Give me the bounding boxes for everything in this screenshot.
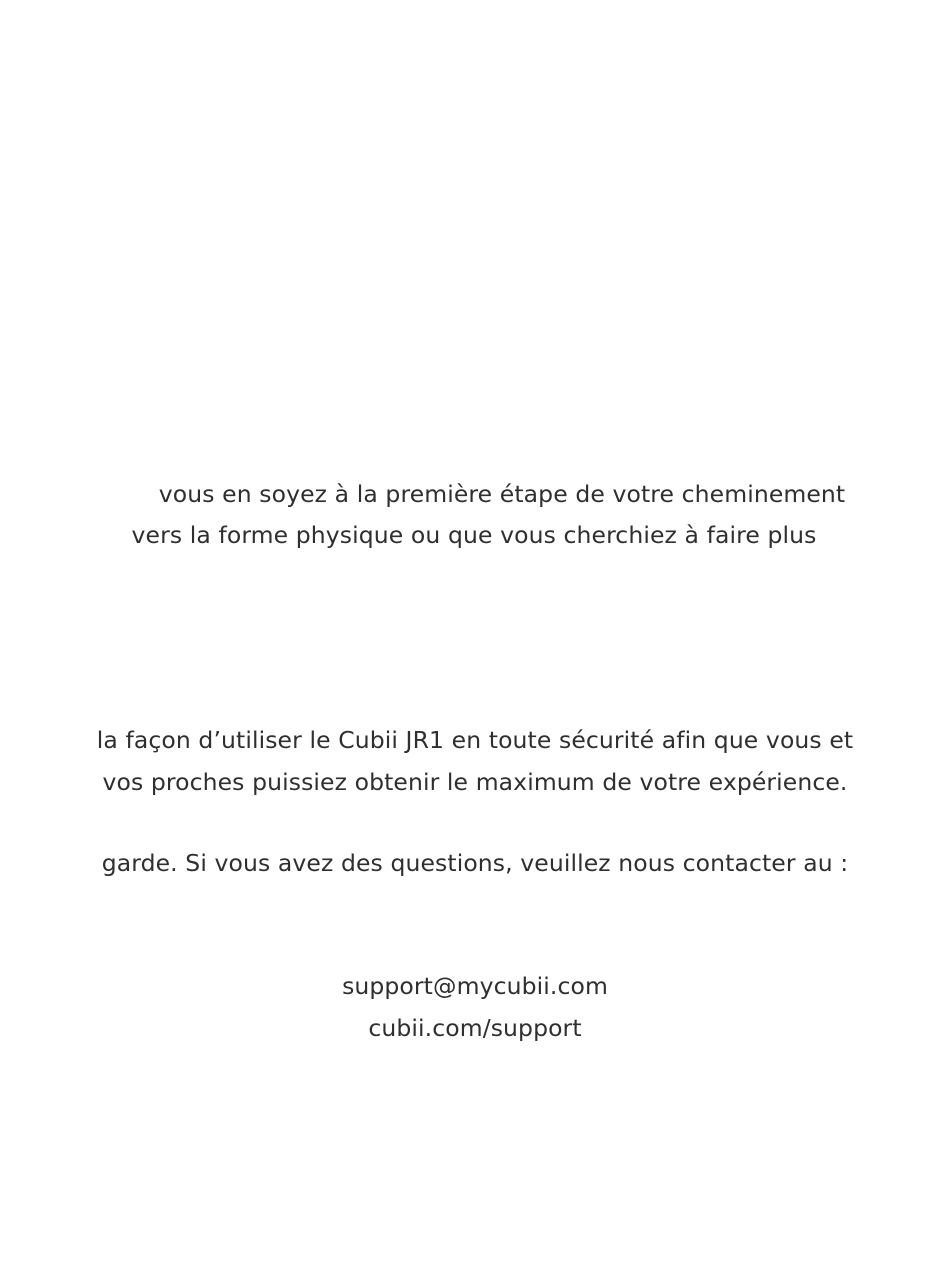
intro-text-line-1: vous en soyez à la première étape de votre cheminement	[158, 480, 846, 508]
intro-text-line-2: vers la forme physique ou que vous cherchiez à faire plus	[131, 521, 817, 549]
support-email: support@mycubii.com	[342, 972, 608, 1000]
contact-prompt-text: garde. Si vous avez des questions, veuillez nous contacter au :	[101, 849, 849, 877]
support-website: cubii.com/support	[368, 1014, 582, 1042]
safety-text-line-2: vos proches puissiez obtenir le maximum de votre expérience.	[102, 768, 848, 796]
safety-text-line-1: la façon d’utiliser le Cubii JR1 en toute sécurité afin que vous et	[96, 726, 854, 754]
